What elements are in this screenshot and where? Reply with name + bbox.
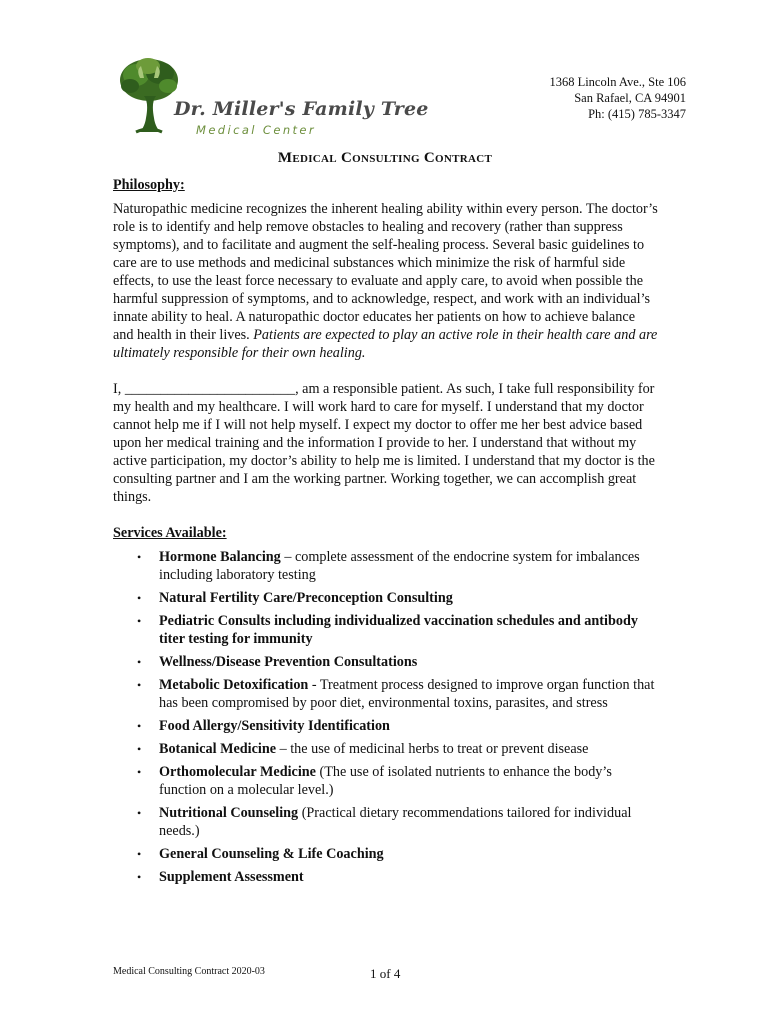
service-name: Food Allergy/Sensitivity Identification	[159, 718, 390, 734]
address-phone: Ph: (415) 785-3347	[588, 107, 686, 121]
service-item	[113, 740, 658, 758]
philosophy-text: Naturopathic medicine recognizes the inherent healing ability within every person. The doctor’s role is to identify and help remove obstacles to healing and recovery (rather than suppress symptoms), and to facilitate and augment the self-healing process. Several basic guidelines to care are to use methods and medicinal substances which minimize the risk of harmful side effects, to use the least force necessary to evaluate and apply care, to avoid when possible the harmful suppression of symptoms, and to acknowledge, respect, and work with an individual’s innate ability to heal. A naturopathic doctor educates her patients on how to achieve balance and health in their lives.	[113, 201, 658, 343]
tree-icon	[118, 56, 180, 136]
service-item	[113, 548, 658, 584]
service-item	[113, 653, 658, 671]
bullet-icon: •	[137, 847, 142, 861]
service-name: General Counseling & Life Coaching	[159, 846, 384, 862]
services-list	[113, 548, 658, 886]
service-item	[113, 612, 658, 648]
logo-subtitle: Medical Center	[196, 123, 317, 137]
bullet-icon: •	[137, 591, 142, 605]
service-description: (The use of isolated nutrients to enhance the body’s function on a molecular level.)	[159, 764, 612, 798]
service-name: Supplement Assessment	[159, 869, 304, 885]
service-name: Wellness/Disease Prevention Consultations	[159, 654, 418, 670]
bullet-icon: •	[137, 614, 142, 628]
footer-doc-id: Medical Consulting Contract 2020-03	[113, 966, 265, 977]
bullet-icon: •	[137, 678, 142, 692]
bullet-icon: •	[137, 870, 142, 884]
service-description: - Treatment process designed to improve organ function that has been compromised by poor diet, environmental toxins, parasites, and stress	[159, 677, 655, 711]
address-block	[549, 74, 686, 122]
service-name: Orthomolecular Medicine	[159, 764, 316, 780]
logo-name: Dr. Miller's Family Tree	[174, 98, 429, 120]
address-city: San Rafael, CA 94901	[574, 91, 686, 105]
responsibility-paragraph: I, ________________________, am a responsible patient. As such, I take full responsibility for my health and my healthcare. I will work hard to care for myself. I understand that my doctor cannot help me if I will not help myself. I expect my doctor to offer me her best advice based upon her medical training and the information I provide to her. I understand that without my active participation, my doctor’s ability to help me is limited. I understand that my doctor is the consulting partner and I am the working partner. Working together, we can accomplish great things.	[113, 381, 655, 505]
document-body	[113, 176, 658, 891]
logo	[112, 52, 429, 144]
bullet-icon: •	[137, 806, 142, 820]
bullet-icon: •	[137, 765, 142, 779]
service-item	[113, 763, 658, 799]
document-title: Medical Consulting Contract	[277, 150, 493, 166]
service-description: – the use of medicinal herbs to treat or prevent disease	[276, 741, 589, 757]
bullet-icon: •	[137, 719, 142, 733]
bullet-icon: •	[137, 550, 142, 564]
service-item	[113, 868, 658, 886]
service-item	[113, 804, 658, 840]
bullet-icon: •	[137, 742, 142, 756]
service-name: Metabolic Detoxification	[159, 677, 309, 693]
service-name: Botanical Medicine	[159, 741, 277, 757]
service-description: – complete assessment of the endocrine system for imbalances including laboratory testing	[159, 549, 640, 583]
page-number: 1 of 4	[370, 966, 401, 981]
service-item	[113, 845, 658, 863]
service-item	[113, 589, 658, 607]
services-heading: Services Available:	[113, 525, 227, 541]
philosophy-paragraph	[113, 200, 658, 362]
philosophy-heading: Philosophy:	[113, 177, 185, 193]
philosophy-italic: Patients are expected to play an active role in their health care and are ultimately responsible for their own healing.	[113, 327, 658, 361]
service-name: Natural Fertility Care/Preconception Consulting	[159, 590, 453, 606]
service-item	[113, 717, 658, 735]
service-description: (Practical dietary recommendations tailored for individual needs.)	[159, 805, 632, 839]
service-name: Nutritional Counseling	[159, 805, 299, 821]
bullet-icon: •	[137, 655, 142, 669]
service-item	[113, 676, 658, 712]
service-name: Hormone Balancing	[159, 549, 281, 565]
address-street: 1368 Lincoln Ave., Ste 106	[549, 75, 686, 89]
service-name: Pediatric Consults including individualized vaccination schedules and antibody titer testing for immunity	[159, 613, 638, 647]
